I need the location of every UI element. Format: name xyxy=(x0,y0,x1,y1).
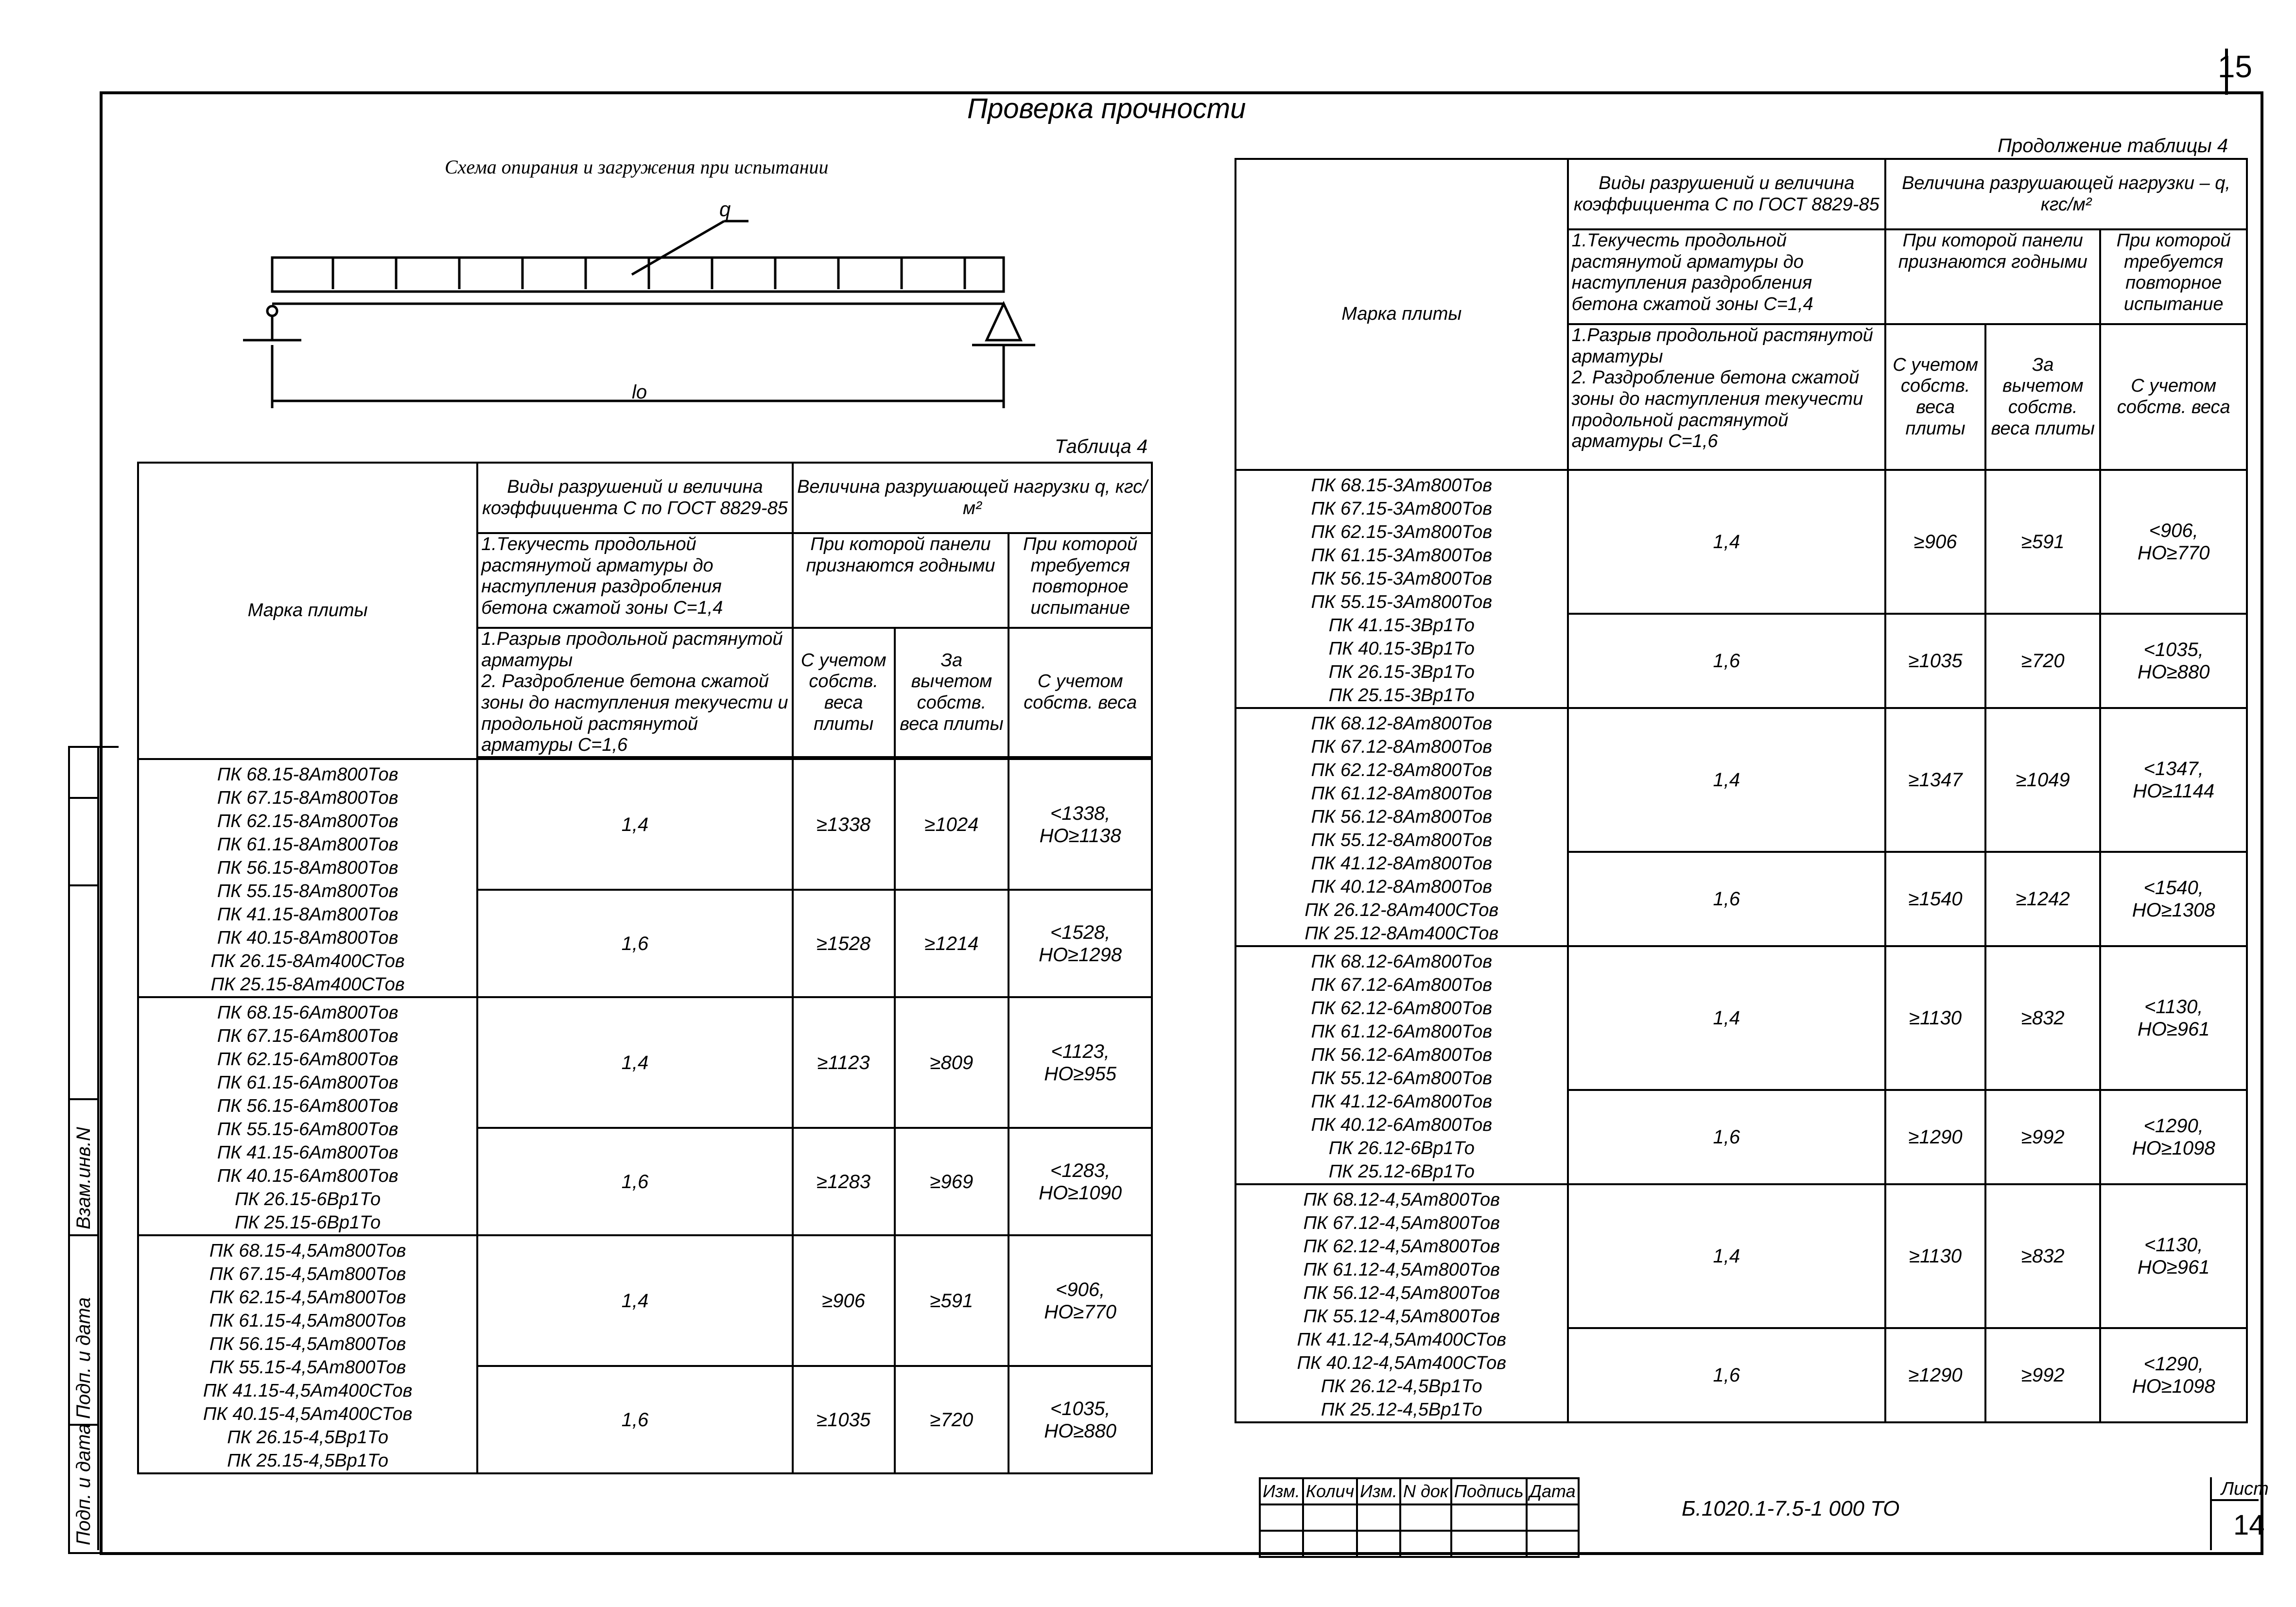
plate-marks-cell xyxy=(1235,470,1568,708)
span-label: lo xyxy=(632,381,647,403)
plate-mark: ПК 41.15-6Ат800Тов xyxy=(217,1142,399,1163)
plate-mark: ПК 40.12-4,5Ат400СТов xyxy=(1297,1353,1507,1373)
plate-marks-cell xyxy=(138,1235,477,1473)
plate-mark: ПК 62.15-4,5Ат800Тов xyxy=(209,1287,406,1308)
plate-marks-cell xyxy=(1235,708,1568,946)
header-with-weight-short-right: С учетом собств. веса xyxy=(2100,324,2247,470)
plate-mark: ПК 56.12-6Ат800Тов xyxy=(1311,1045,1493,1065)
minus-weight-cell: ≥969 xyxy=(895,1128,1009,1235)
header-failure-1: 1.Текучесть продольной растянутой арматуры до наступления раздробления бетона сжатой зоны С=1,4 xyxy=(477,533,793,628)
retest-cell: <906, НО≥770 xyxy=(2100,470,2247,614)
with-weight-cell: ≥1290 xyxy=(1885,1328,1985,1422)
header-with-weight: С учетом собств. веса плиты xyxy=(793,628,895,757)
header-failure-types: Виды разрушений и величина коэффициента С по ГОСТ 8829-85 xyxy=(477,463,793,533)
header-mark-right: Марка плиты xyxy=(1235,159,1568,470)
plate-mark: ПК 25.12-8Ат400СТов xyxy=(1305,923,1499,944)
coefficient-cell: 1,6 xyxy=(1568,614,1885,708)
side-label-inv: Взам.инв.N xyxy=(73,1127,94,1229)
minus-weight-cell: ≥832 xyxy=(1985,1184,2100,1328)
stamp-col-data: Дата xyxy=(1527,1478,1579,1504)
coefficient-cell: 1,4 xyxy=(1568,708,1885,852)
minus-weight-cell: ≥1242 xyxy=(1985,852,2100,946)
plate-mark: ПК 25.15-6Вр1То xyxy=(235,1212,381,1233)
side-strip-divider xyxy=(97,746,99,1550)
plate-mark: ПК 68.15-6Ат800Тов xyxy=(217,1002,399,1023)
plate-mark: ПК 25.12-4,5Вр1То xyxy=(1321,1400,1482,1420)
header-failure-2: 1.Разрыв продольной растянутой арматуры 2. Раздробление бетона сжатой зоны до наступления текучести и продольной растянутой арматуры С=1,6 xyxy=(477,628,793,757)
table-row xyxy=(138,997,1152,1128)
table-row xyxy=(1235,708,2247,852)
table-label: Таблица 4 xyxy=(1055,436,1148,457)
plate-mark: ПК 56.12-8Ат800Тов xyxy=(1311,807,1493,827)
coefficient-cell: 1,6 xyxy=(477,890,793,997)
retest-cell: <1035, НО≥880 xyxy=(1009,1366,1152,1473)
plate-mark: ПК 67.12-8Ат800Тов xyxy=(1311,737,1493,757)
plate-mark: ПК 41.15-4,5Ат400СТов xyxy=(203,1381,413,1401)
header-failure-load: Величина разрушающей нагрузки q, кгс/м² xyxy=(793,463,1152,533)
retest-cell: <1130, НО≥961 xyxy=(2100,1184,2247,1328)
plate-mark: ПК 61.12-4,5Ат800Тов xyxy=(1303,1260,1500,1280)
coefficient-cell: 1,4 xyxy=(477,1235,793,1366)
plate-mark: ПК 68.15-3Ат800Тов xyxy=(1311,475,1493,496)
right-table-body xyxy=(1235,470,2247,1422)
plate-mark: ПК 61.15-8Ат800Тов xyxy=(217,834,399,855)
plate-marks-cell xyxy=(1235,946,1568,1184)
retest-cell: <1130, НО≥961 xyxy=(2100,946,2247,1090)
minus-weight-cell: ≥591 xyxy=(895,1235,1009,1366)
load-label: q xyxy=(719,198,731,221)
with-weight-cell: ≥1283 xyxy=(793,1128,895,1235)
plate-mark: ПК 41.15-8Ат800Тов xyxy=(217,904,399,925)
plate-mark: ПК 68.15-4,5Ат800Тов xyxy=(209,1241,406,1261)
document-code: Б.1020.1-7.5-1 000 ТО xyxy=(1682,1497,1900,1521)
plate-mark: ПК 67.15-4,5Ат800Тов xyxy=(209,1264,406,1285)
plate-mark: ПК 40.15-3Вр1То xyxy=(1328,639,1475,659)
coefficient-cell: 1,6 xyxy=(1568,1328,1885,1422)
plate-mark: ПК 26.15-8Ат400СТов xyxy=(210,951,405,972)
load-arrows xyxy=(333,258,965,289)
plate-mark: ПК 56.15-6Ат800Тов xyxy=(217,1096,399,1117)
minus-weight-cell: ≥591 xyxy=(1985,470,2100,614)
plate-mark: ПК 62.12-8Ат800Тов xyxy=(1311,760,1493,780)
plate-mark: ПК 25.15-4,5Вр1То xyxy=(227,1451,388,1471)
with-weight-cell: ≥1540 xyxy=(1885,852,1985,946)
table-row xyxy=(1235,946,2247,1090)
minus-weight-cell: ≥832 xyxy=(1985,946,2100,1090)
plate-mark: ПК 40.15-6Ат800Тов xyxy=(217,1166,399,1187)
plate-mark: ПК 68.12-4,5Ат800Тов xyxy=(1303,1190,1500,1210)
left-table-body xyxy=(138,759,1152,1473)
plate-mark: ПК 62.12-6Ат800Тов xyxy=(1311,998,1493,1019)
table-row xyxy=(138,1235,1152,1366)
plate-mark: ПК 67.15-6Ат800Тов xyxy=(217,1026,399,1047)
minus-weight-cell: ≥720 xyxy=(895,1366,1009,1473)
retest-cell: <1283, НО≥1090 xyxy=(1009,1128,1152,1235)
plate-mark: ПК 41.12-6Ат800Тов xyxy=(1311,1091,1493,1112)
plate-mark: ПК 61.15-3Ат800Тов xyxy=(1311,545,1493,566)
with-weight-cell: ≥1290 xyxy=(1885,1090,1985,1184)
plate-mark: ПК 56.15-3Ат800Тов xyxy=(1311,569,1493,589)
plate-mark: ПК 56.15-8Ат800Тов xyxy=(217,858,399,879)
stamp-col-izm: Изм. xyxy=(1260,1478,1303,1504)
plate-mark: ПК 26.15-3Вр1То xyxy=(1328,662,1475,682)
stamp-col-kolich: Колич xyxy=(1303,1478,1357,1504)
minus-weight-cell: ≥809 xyxy=(895,997,1009,1128)
plate-mark: ПК 25.15-3Вр1То xyxy=(1328,685,1475,706)
coefficient-cell: 1,4 xyxy=(1568,946,1885,1090)
plate-mark: ПК 40.12-6Ат800Тов xyxy=(1311,1115,1493,1135)
side-line-4 xyxy=(68,1234,99,1236)
with-weight-cell: ≥1130 xyxy=(1885,946,1985,1090)
sheet-number: 14 xyxy=(2233,1509,2265,1541)
plate-mark: ПК 25.15-8Ат400СТов xyxy=(210,974,405,995)
plate-mark: ПК 41.12-4,5Ат400СТов xyxy=(1297,1330,1507,1350)
header-suitable-right: При которой панели признаются годными xyxy=(1885,229,2100,324)
plate-mark: ПК 61.12-6Ат800Тов xyxy=(1311,1021,1493,1042)
plate-mark: ПК 67.12-6Ат800Тов xyxy=(1311,975,1493,995)
plate-mark: ПК 62.15-3Ат800Тов xyxy=(1311,522,1493,542)
scheme-caption: Схема опирания и загружения при испытании xyxy=(445,156,829,178)
plate-mark: ПК 56.12-4,5Ат800Тов xyxy=(1303,1283,1500,1303)
table-row xyxy=(1235,470,2247,614)
plate-mark: ПК 61.15-6Ат800Тов xyxy=(217,1072,399,1093)
minus-weight-cell: ≥720 xyxy=(1985,614,2100,708)
header-failure-types-right: Виды разрушений и величина коэффициента С по ГОСТ 8829-85 xyxy=(1568,159,1885,229)
with-weight-cell: ≥906 xyxy=(793,1235,895,1366)
retest-cell: <1123, НО≥955 xyxy=(1009,997,1152,1128)
table-row xyxy=(1235,1184,2247,1328)
minus-weight-cell: ≥992 xyxy=(1985,1328,2100,1422)
plate-mark: ПК 55.15-3Ат800Тов xyxy=(1311,592,1493,612)
side-line-1 xyxy=(68,797,99,799)
retest-cell: <906, НО≥770 xyxy=(1009,1235,1152,1366)
header-minus-weight: За вычетом собств. веса плиты xyxy=(895,628,1009,757)
header-retest: При которой требуется повторное испытание xyxy=(1009,533,1152,628)
with-weight-cell: ≥1338 xyxy=(793,759,895,890)
stamp-col-ndok: N док xyxy=(1400,1478,1451,1504)
coefficient-cell: 1,6 xyxy=(1568,852,1885,946)
header-failure-1-right: 1.Текучесть продольной растянутой арматуры до наступления раздробления бетона сжатой зоны С=1,4 xyxy=(1568,229,1885,324)
retest-cell: <1035, НО≥880 xyxy=(2100,614,2247,708)
minus-weight-cell: ≥1024 xyxy=(895,759,1009,890)
header-minus-weight-right: За вычетом собств. веса плиты xyxy=(1985,324,2100,470)
coefficient-cell: 1,6 xyxy=(477,1366,793,1473)
minus-weight-cell: ≥1049 xyxy=(1985,708,2100,852)
plate-mark: ПК 62.12-4,5Ат800Тов xyxy=(1303,1236,1500,1257)
header-suitable: При которой панели признаются годными xyxy=(793,533,1009,628)
retest-cell: <1338, НО≥1138 xyxy=(1009,759,1152,890)
with-weight-cell: ≥1035 xyxy=(1885,614,1985,708)
coefficient-cell: 1,4 xyxy=(477,759,793,890)
title-block-stamp xyxy=(1259,1477,1580,1558)
plate-mark: ПК 55.15-6Ат800Тов xyxy=(217,1119,399,1140)
table-row xyxy=(138,759,1152,890)
plate-mark: ПК 61.15-4,5Ат800Тов xyxy=(209,1311,406,1331)
coefficient-cell: 1,4 xyxy=(1568,470,1885,614)
plate-mark: ПК 26.15-4,5Вр1То xyxy=(227,1427,388,1448)
header-mark: Марка плиты xyxy=(138,463,477,759)
header-failure-2-right: 1.Разрыв продольной растянутой арматуры 2. Раздробление бетона сжатой зоны до наступления текучести продольной растянутой арматуры С=1,6 xyxy=(1568,324,1885,470)
sheet-label: Лист xyxy=(2221,1479,2269,1499)
header-with-weight-short: С учетом собств. веса xyxy=(1009,628,1152,757)
plate-mark: ПК 67.15-3Ат800Тов xyxy=(1311,499,1493,519)
plate-mark: ПК 55.15-8Ат800Тов xyxy=(217,881,399,902)
with-weight-cell: ≥1347 xyxy=(1885,708,1985,852)
side-label-sign-1: Подп. и дата xyxy=(73,1297,94,1419)
header-failure-load-right: Величина разрушающей нагрузки – q, кгс/м² xyxy=(1885,159,2247,229)
page-number-top: 15 xyxy=(2217,49,2252,84)
plate-mark: ПК 56.15-4,5Ат800Тов xyxy=(209,1334,406,1355)
plate-marks-cell xyxy=(1235,1184,1568,1422)
side-line-3 xyxy=(68,1098,99,1100)
plate-mark: ПК 68.15-8Ат800Тов xyxy=(217,764,399,785)
stamp-col-podpis: Подпись xyxy=(1451,1478,1527,1504)
minus-weight-cell: ≥992 xyxy=(1985,1090,2100,1184)
plate-mark: ПК 67.15-8Ат800Тов xyxy=(217,788,399,809)
minus-weight-cell: ≥1214 xyxy=(895,890,1009,997)
plate-mark: ПК 40.12-8Ат800Тов xyxy=(1311,877,1493,897)
retest-cell: <1528, НО≥1298 xyxy=(1009,890,1152,997)
retest-cell: <1290, НО≥1098 xyxy=(2100,1328,2247,1422)
coefficient-cell: 1,4 xyxy=(477,997,793,1128)
plate-mark: ПК 55.12-8Ат800Тов xyxy=(1311,830,1493,850)
plate-mark: ПК 55.12-6Ат800Тов xyxy=(1311,1068,1493,1089)
plate-mark: ПК 26.12-8Ат400СТов xyxy=(1305,900,1499,920)
plate-mark: ПК 41.15-3Вр1То xyxy=(1328,615,1475,636)
stamp-col-izm2: Изм. xyxy=(1357,1478,1400,1504)
retest-cell: <1347, НО≥1144 xyxy=(2100,708,2247,852)
load-leader xyxy=(632,221,724,275)
with-weight-cell: ≥1130 xyxy=(1885,1184,1985,1328)
plate-mark: ПК 55.15-4,5Ат800Тов xyxy=(209,1357,406,1378)
with-weight-cell: ≥1035 xyxy=(793,1366,895,1473)
table-continued-label: Продолжение таблицы 4 xyxy=(1998,135,2228,156)
retest-cell: <1540, НО≥1308 xyxy=(2100,852,2247,946)
plate-mark: ПК 40.15-8Ат800Тов xyxy=(217,928,399,949)
plate-mark: ПК 62.15-8Ат800Тов xyxy=(217,811,399,832)
plate-mark: ПК 67.12-4,5Ат800Тов xyxy=(1303,1213,1500,1233)
side-label-sign-2: Подп. и дата xyxy=(73,1423,94,1545)
page-title: Проверка прочности xyxy=(967,93,1246,124)
with-weight-cell: ≥1123 xyxy=(793,997,895,1128)
strength-table-left xyxy=(137,462,1153,1474)
plate-mark: ПК 26.12-4,5Вр1То xyxy=(1321,1376,1482,1397)
plate-mark: ПК 26.12-6Вр1То xyxy=(1328,1138,1475,1158)
with-weight-cell: ≥1528 xyxy=(793,890,895,997)
load-block xyxy=(272,258,1004,292)
retest-cell: <1290, НО≥1098 xyxy=(2100,1090,2247,1184)
plate-mark: ПК 68.12-8Ат800Тов xyxy=(1311,713,1493,734)
strength-table-right xyxy=(1235,158,2248,1423)
plate-mark: ПК 62.15-6Ат800Тов xyxy=(217,1049,399,1070)
plate-mark: ПК 61.12-8Ат800Тов xyxy=(1311,783,1493,804)
plate-mark: ПК 25.12-6Вр1То xyxy=(1328,1161,1475,1182)
coefficient-cell: 1,4 xyxy=(1568,1184,1885,1328)
plate-marks-cell xyxy=(138,759,477,997)
coefficient-cell: 1,6 xyxy=(1568,1090,1885,1184)
plate-mark: ПК 40.15-4,5Ат400СТов xyxy=(203,1404,413,1425)
plate-marks-cell xyxy=(138,997,477,1235)
right-support xyxy=(987,304,1021,340)
plate-mark: ПК 26.15-6Вр1То xyxy=(235,1189,381,1210)
plate-mark: ПК 41.12-8Ат800Тов xyxy=(1311,853,1493,874)
coefficient-cell: 1,6 xyxy=(477,1128,793,1235)
left-support-hinge xyxy=(267,306,277,316)
beam-scheme-diagram xyxy=(233,194,1060,418)
header-with-weight-right: С учетом собств. веса плиты xyxy=(1885,324,1985,470)
plate-mark: ПК 68.12-6Ат800Тов xyxy=(1311,951,1493,972)
side-line-2 xyxy=(68,884,99,886)
plate-mark: ПК 55.12-4,5Ат800Тов xyxy=(1303,1306,1500,1327)
header-retest-right: При которой требуется повторное испытание xyxy=(2100,229,2247,324)
with-weight-cell: ≥906 xyxy=(1885,470,1985,614)
